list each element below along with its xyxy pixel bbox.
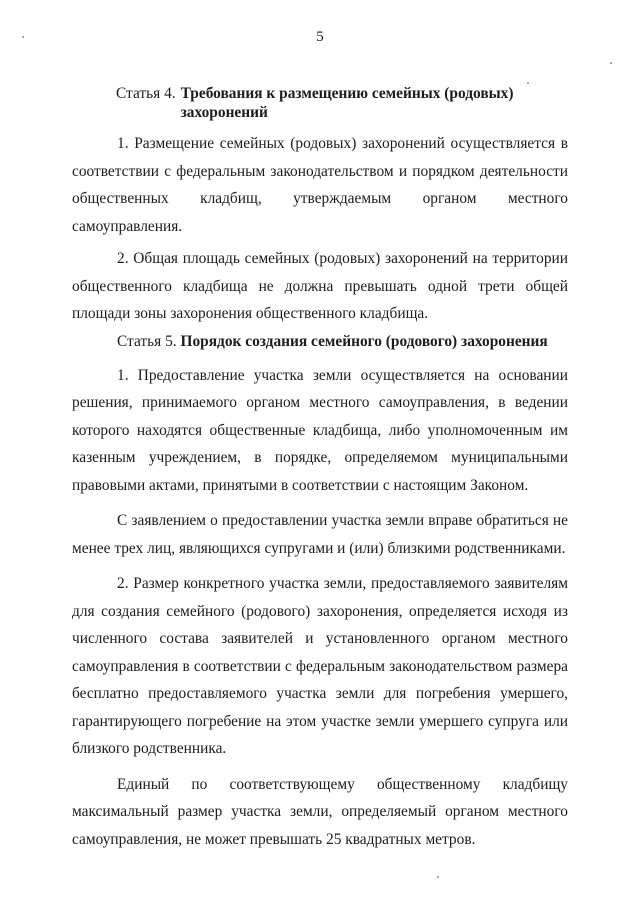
- article-5-heading: [72, 328, 568, 355]
- scan-speck: [437, 876, 439, 878]
- article-4-heading: [116, 84, 568, 122]
- scan-speck: [527, 82, 529, 84]
- article-4-paragraph-2: 2. Общая площадь семейных (родовых) захоронений на территории общественного кладбища не должна превышать одной трети общей площади зоны захоронения общественного кладбища.: [72, 250, 568, 322]
- article-5-paragraph-1: 1. Предоставление участка земли осуществляется на основании решения, принимаемого органом местного самоуправления, в ведении которого находятся общественные кладбища, либо уполномоченным им казенным учреждением, в порядке, определяемом муниципальными правовыми актами, принятыми в соответствии с настоящим Законом.: [72, 366, 568, 494]
- document-body: [72, 84, 568, 858]
- article-4-prefix: Статья 4.: [116, 85, 176, 102]
- article-4-title: Требования к размещению семейных (родовых) захоронений: [180, 85, 514, 121]
- article-5-paragraph-2: С заявлением о предоставлении участка земли вправе обратиться не менее трех лиц, являющихся супругами и (или) близкими родственниками.: [72, 512, 568, 557]
- article-5-title: Порядок создания семейного (родового) захоронения: [180, 332, 548, 350]
- article-5-paragraph-3: 2. Размер конкретного участка земли, предоставляемого заявителям для создания семейного (родового) захоронения, определяется исходя из численного состава заявителей и установленного органом местного самоуправления в соответствии с федеральным законодательством размера бесплатно предоставляемого участка земли для погребения умершего, гарантирующего погребение на этом участке земли умершего супруга или близкого родственника.: [72, 575, 568, 757]
- page-number: 5: [316, 29, 324, 45]
- article-5-prefix: Статья 5.: [117, 332, 177, 350]
- article-5-paragraph-4: Единый по соответствующему общественному кладбищу максимальный размер участка земли, определяемый органом местного самоуправления, не может превышать 25 квадратных метров.: [72, 775, 568, 848]
- scan-speck: [610, 62, 612, 64]
- scan-speck: [22, 36, 24, 38]
- article-4-paragraph-1: 1. Размещение семейных (родовых) захоронений осуществляется в соответствии с федеральным законодательством и порядком деятельности общественных кладбищ, утверждаемым органом местного самоуправления.: [72, 135, 568, 235]
